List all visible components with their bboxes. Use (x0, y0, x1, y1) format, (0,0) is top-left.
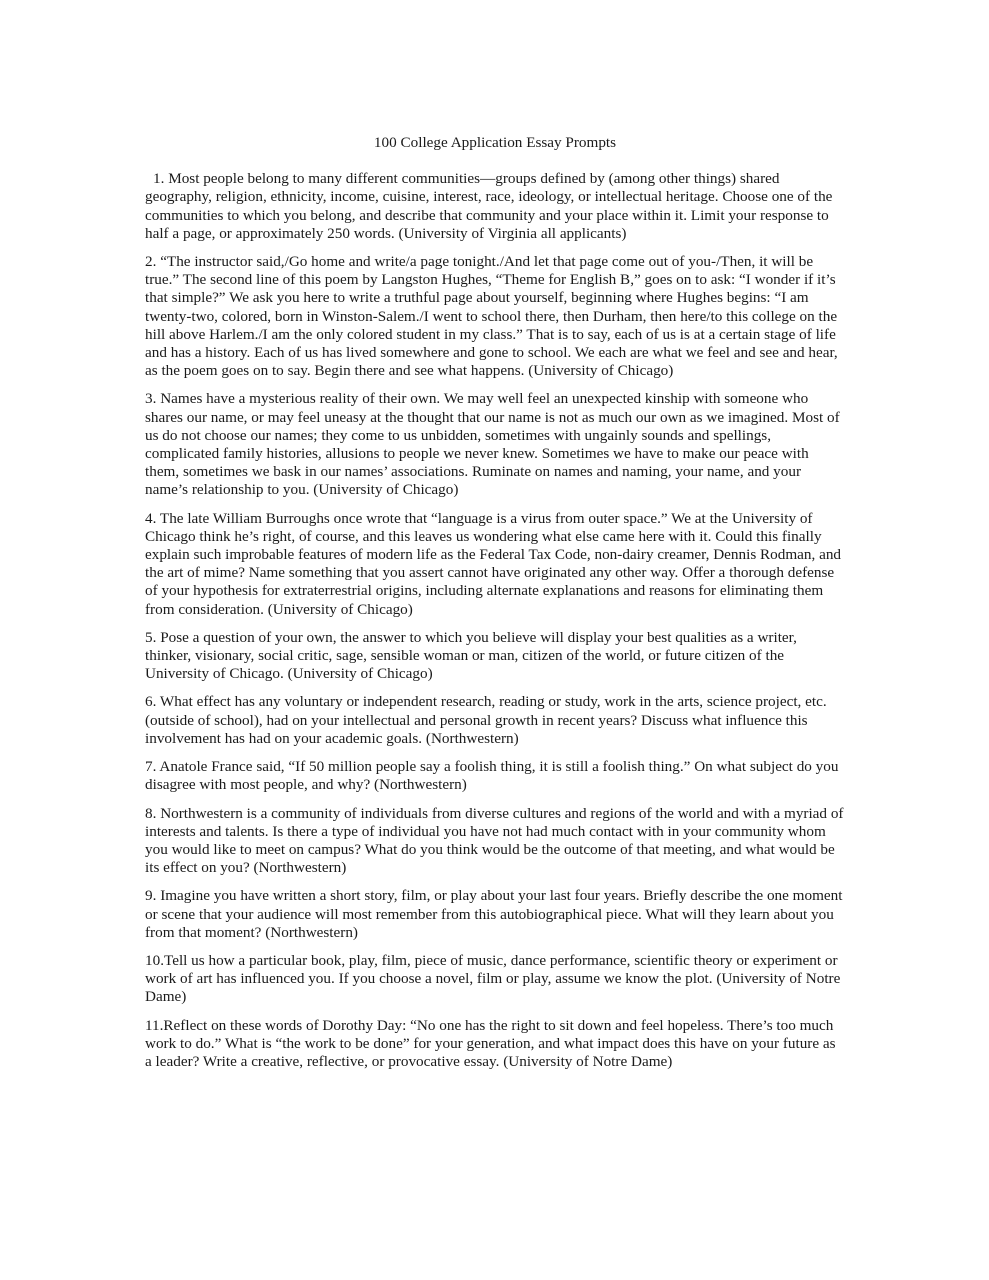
prompt-1: 1. Most people belong to many different communities—groups defined by (among other things) shared geography, religion, ethnicity, income, cuisine, interest, race, ideology, or intellectual heritage. Choose one of the communities to which you belong, and describe that community and your place within it. Limit your response to half a page, or approximately 250 words. (University of Virginia all applicants) (145, 170, 833, 242)
prompt-5: 5. Pose a question of your own, the answer to which you believe will display your best qualities as a writer, thinker, visionary, social critic, sage, sensible woman or man, citizen of the world, or future citizen of the University of Chicago. (University of Chicago) (145, 628, 797, 683)
prompt-8: 8. Northwestern is a community of individuals from diverse cultures and regions of the world and with a myriad of interests and talents. Is there a type of individual you have not had much contact with in your community whom you would like to meet on campus? What do you think would be the outcome of that meeting, and what would be its effect on you? (Northwestern) (145, 804, 844, 877)
prompt-10: 10.Tell us how a particular book, play, film, piece of music, dance performance, scientific theory or experiment or work of art has influenced you. If you choose a novel, film or play, assume we know the plot. (University of Notre Dame) (145, 951, 841, 1006)
prompt-2: 2. “The instructor said,/Go home and write/a page tonight./And let that page come out of you-/Then, it will be true.” The second line of this poem by Langston Hughes, “Theme for English B,” goes on to ask: “I wonder if it’s that simple?” We ask you here to write a truthful page about yourself, beginning where Hughes begins: “I am twenty-two, colored, born in Winston-Salem./I went to school there, then Durham, then here/to this college on the hill above Harlem./I am the only colored student in my class.” That is to say, each of us is at a certain stage of life and has a history. Each of us has lived somewhere and gone to school. We each are what we feel and see and hear, as the poem goes on to say. Begin there and see what happens. (University of Chicago) (145, 253, 838, 380)
prompt-6: 6. What effect has any voluntary or independent research, reading or study, work in the arts, science project, etc. (outside of school), had on your intellectual and personal growth in recent years? Discuss what influence this involvement has had on your academic goals. (Northwestern) (145, 693, 827, 747)
prompt-11: 11.Reflect on these words of Dorothy Day: “No one has the right to sit down and feel hopeless. There’s too much work to do.” What is “the work to be done” for your generation, and what impact does this have on your future as a leader? Write a creative, reflective, or provocative essay. (University of Notre Dame) (145, 1016, 836, 1070)
document-title: 100 College Application Essay Prompts (373, 134, 617, 151)
prompt-3: 3. Names have a mysterious reality of their own. We may well feel an unexpected kinship with someone who shares our name, or may feel uneasy at the thought that our name is not as much our own as we imagined. Most of us do not choose our names; they come to us unbidden, sometimes with ungainly sounds and spellings, complicated family histories, allusions to people we never knew. Sometimes we have to make our peace with them, sometimes we bask in our names’ associations. Ruminate on names and naming, your name, and your name’s relationship to you. (University of Chicago) (145, 390, 840, 499)
document-body (145, 134, 845, 1081)
prompt-9: 9. Imagine you have written a short story, film, or play about your last four years. Briefly describe the one moment or scene that your audience will most remember from this autobiographical piece. What will they learn about you from that moment? (Northwestern) (145, 887, 843, 941)
prompt-7: 7. Anatole France said, “If 50 million people say a foolish thing, it is still a foolish thing.” On what subject do you disagree with most people, and why? (Northwestern) (145, 758, 839, 794)
prompt-4: 4. The late William Burroughs once wrote that “language is a virus from outer space.” We at the University of Chicago think he’s right, of course, and this leaves us wondering what else came here with it. Could this finally explain such improbable features of modern life as the Federal Tax Code, non-dairy creamer, Dennis Rodman, and the art of mime? Name something that you assert cannot have originated any other way. Offer a thorough defense of your hypothesis for extraterrestrial origins, including alternate explanations and reasons for eliminating them from consideration. (University of Chicago) (145, 509, 842, 618)
